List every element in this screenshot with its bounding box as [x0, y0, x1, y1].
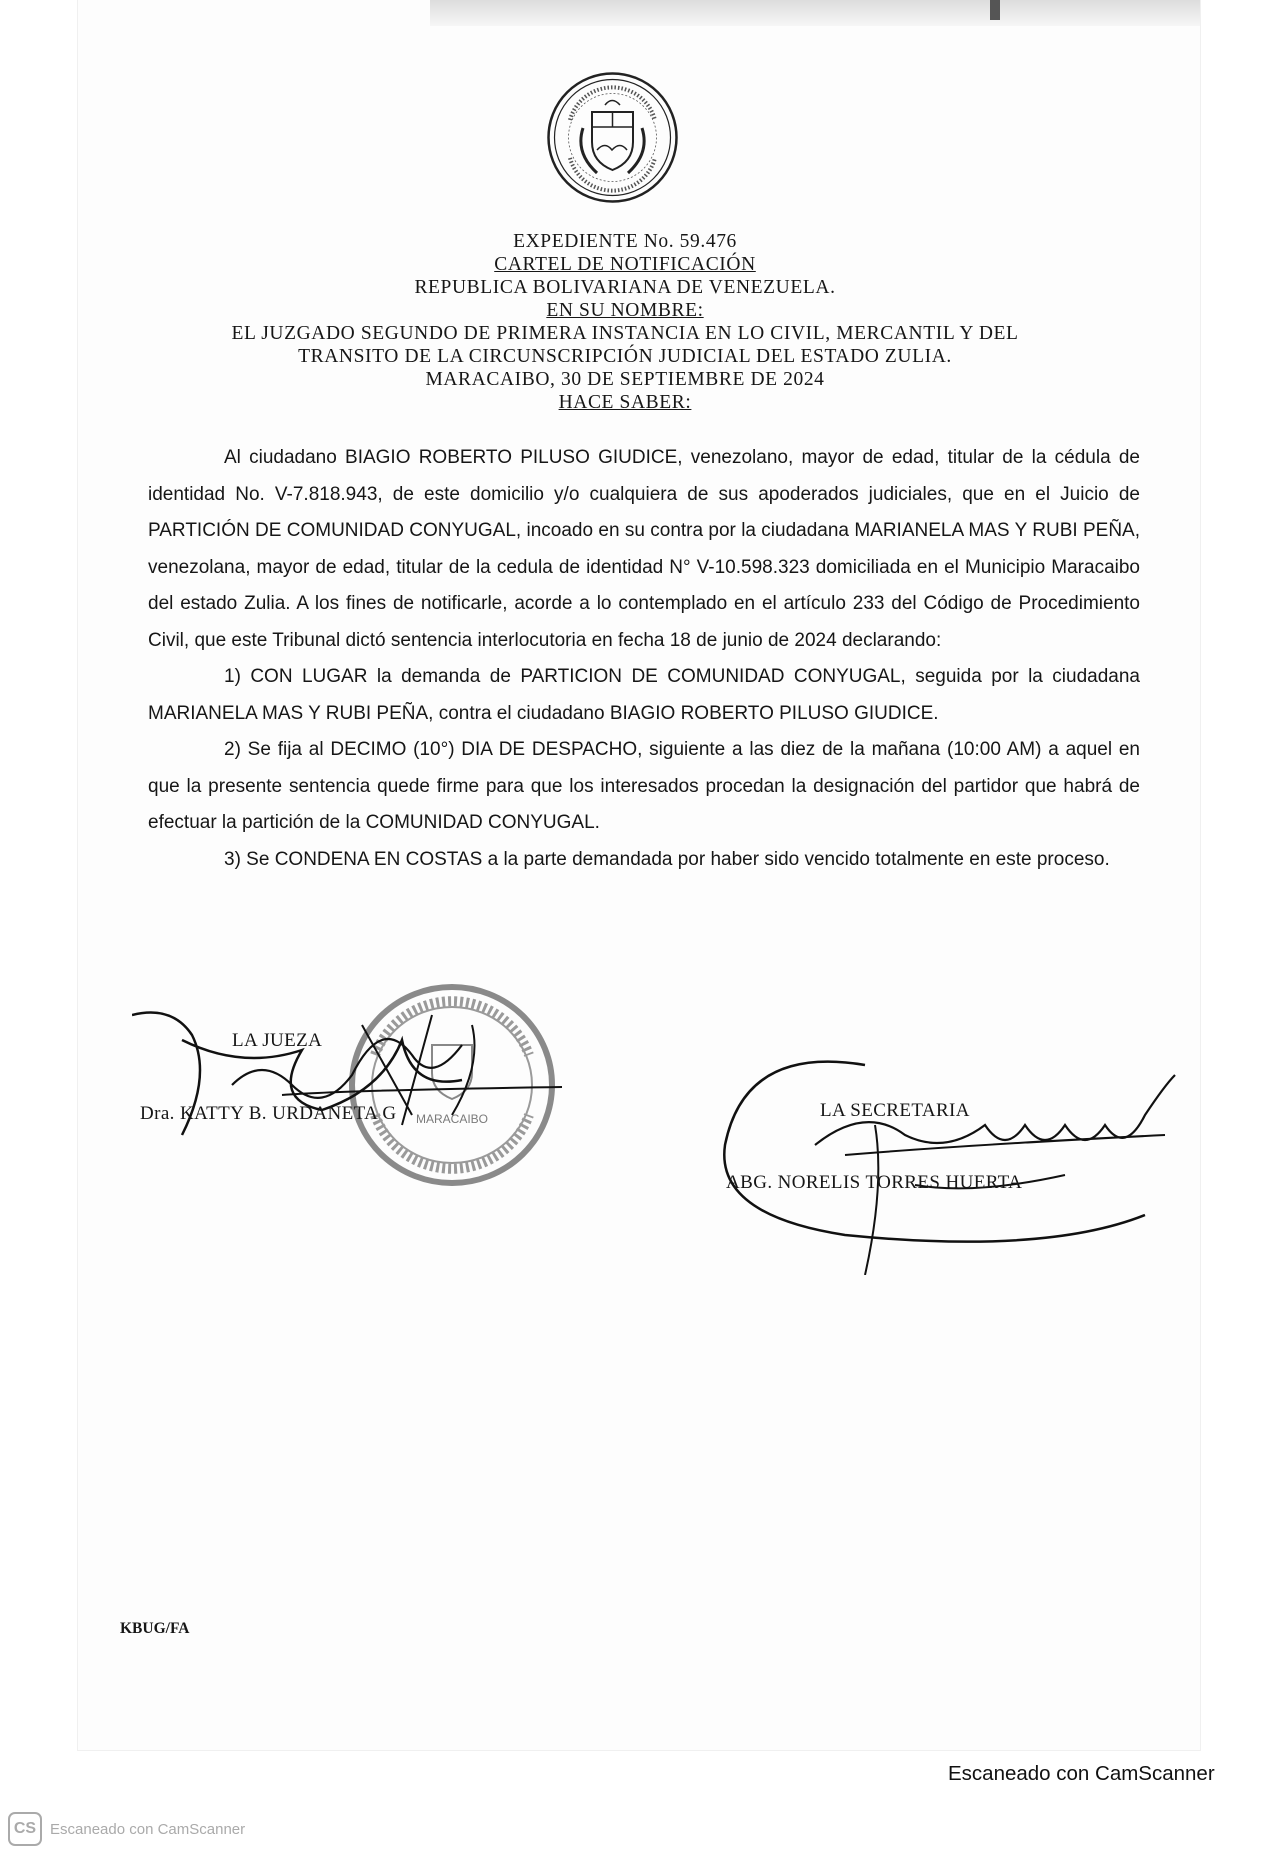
camscanner-caption: Escaneado con CamScanner [50, 1821, 246, 1838]
en-su-nombre: EN SU NOMBRE: [546, 300, 704, 321]
paragraph-notice: Al ciudadano BIAGIO ROBERTO PILUSO GIUDICE, venezolano, mayor de edad, titular de la cédula de identidad No. V-7.818.943, de este domicilio y/o cualquiera de sus apoderados judiciales, que en el Juicio de PARTICIÓN DE COMUNIDAD CONYUGAL, incoado en su contra por la ciudadana MARIANELA MAS Y RUBI PEÑA, venezolana, mayor de edad, titular de la cedula de identidad N° V-10.598.323 domiciliada en el Municipio Maracaibo del estado Zulia. A los fines de notificarle, acorde a lo contemplado en el artículo 233 del Código de Procedimiento Civil, que este Tribunal dictó sentencia interlocutoria en fecha 18 de junio de 2024 declarando: [148, 447, 1140, 651]
hace-saber: HACE SABER: [558, 392, 692, 413]
camscanner-watermark: Escaneado con CamScanner [948, 1762, 1215, 1785]
paragraph-point-1: 1) CON LUGAR la demanda de PARTICION DE COMUNIDAD CONYUGAL, seguida por la ciudadana MARIANELA MAS Y RUBI PEÑA, contra el ciudadano BIAGIO ROBERTO PILUSO GIUDICE. [148, 666, 1140, 724]
juzgado-line-2: TRANSITO DE LA CIRCUNSCRIPCIÓN JUDICIAL DEL ESTADO ZULIA. [298, 346, 952, 367]
scan-top-edge [430, 0, 1200, 26]
secretaria-signature-icon [715, 1045, 1185, 1275]
juzgado-line-1: EL JUZGADO SEGUNDO DE PRIMERA INSTANCIA EN LO CIVIL, MERCANTIL Y DEL [231, 323, 1019, 344]
document-initials: KBUG/FA [120, 1620, 190, 1637]
cartel-title: CARTEL DE NOTIFICACIÓN [494, 254, 756, 275]
coat-of-arms-seal-icon [545, 70, 680, 205]
fecha-line: MARACAIBO, 30 DE SEPTIEMBRE DE 2024 [425, 369, 825, 390]
jueza-signature-icon [132, 985, 572, 1155]
secretaria-title: LA SECRETARIA [820, 1100, 970, 1121]
paragraph-point-2: 2) Se fija al DECIMO (10°) DIA DE DESPACHO, siguiente a las diez de la mañana (10:00 AM) a aquel en que la presente sentencia quede firme para que los interesados procedan la designación del partidor que habrá de efectuar la partición de la COMUNIDAD CONYUGAL. [148, 739, 1140, 833]
jueza-title: LA JUEZA [232, 1030, 323, 1051]
expediente-number: EXPEDIENTE No. 59.476 [513, 231, 737, 252]
document-header [160, 230, 1090, 414]
paragraph-point-3: 3) Se CONDENA EN COSTAS a la parte demandada por haber sido vencido totalmente en este proceso. [224, 848, 1110, 870]
camscanner-logo-icon: CS [8, 1812, 42, 1846]
stamp-city: MARACAIBO [415, 1112, 489, 1126]
republica-line: REPUBLICA BOLIVARIANA DE VENEZUELA. [414, 277, 836, 298]
document-body [148, 440, 1140, 878]
jueza-name: Dra. KATTY B. URDANETA G [140, 1103, 397, 1124]
secretaria-name: ABG. NORELIS TORRES HUERTA [726, 1172, 1023, 1193]
